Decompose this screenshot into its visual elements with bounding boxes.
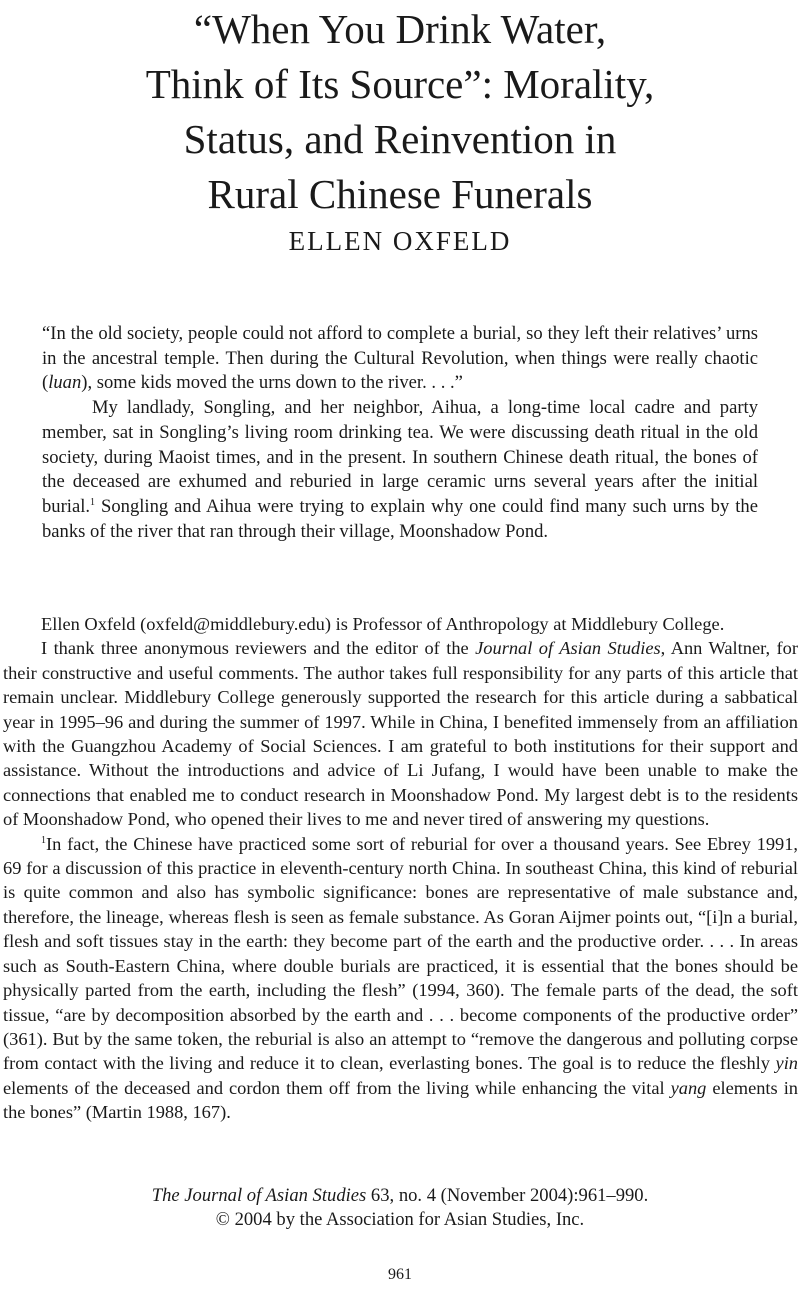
page-number: 961 bbox=[388, 1266, 412, 1283]
footnote-mark: 1 bbox=[41, 834, 46, 846]
article-body bbox=[42, 322, 758, 544]
footnotes bbox=[3, 612, 798, 1125]
author-affiliation-note: Ellen Oxfeld (oxfeld@middlebury.edu) is Professor of Anthropology at Middlebury College. bbox=[41, 614, 725, 634]
title-line-1: “When You Drink Water, bbox=[193, 6, 607, 52]
title-line-3: Status, and Reinvention in bbox=[183, 116, 617, 162]
article-author: ELLEN OXFELD bbox=[288, 226, 512, 256]
article-title bbox=[0, 2, 800, 222]
title-line-2: Think of Its Source”: Morality, bbox=[145, 61, 655, 107]
footnote-1: $^1$In fact, the Chinese have practiced some sort of reburial for over a thousand years. See Ebrey 1991, 69 for a discussion of this practice in eleventh-century north China. In southeast China, this kind of reburial is quite common and also has symbolic significance: bones are representative of male substance and, therefore, the lineage, whereas flesh is seen as female substance. As Goran Aijmer points out, “[i]n a burial, flesh and soft tissues stay in the earth: they become part of the earth and the productive order. . . . In areas such as South-Eastern China, where double burials are practiced, it is essential that the bones should be physically parted from the earth, including the flesh” (1994, 360). The female parts of the dead, the soft tissue, “are by decomposition absorbed by the earth and . . . become components of the productive order” (361). But by the same token, the reburial is also an attempt to “remove the dangerous and polluting corpse from contact with the living and reduce it to clean, everlasting bones. The goal is to reduce the fleshly yin elements of the deceased and cordon them off from the living while enhancing the vital yang elements in the bones” (Martin 1988, 167). bbox=[3, 833, 798, 1123]
copyright-line: © 2004 by the Association for Asian Studies, Inc. bbox=[215, 1209, 585, 1230]
body-paragraph-2: My landlady, Songling, and her neighbor, Aihua, a long-time local cadre and party member, sat in Songling’s living room drinking tea. We were discussing death ritual in the old society, during Maoist times, and in the present. In southern Chinese death ritual, the bones of the deceased are exhumed and reburied in large ceramic urns several years after the initial burial.$^1$ Songling and Aihua were trying to explain why one could find many such urns by the banks of the river that ran through their village, Moonshadow Pond. bbox=[42, 397, 758, 542]
body-paragraph-1: “In the old society, people could not afford to complete a burial, so they left their relatives’ urns in the ancestral temple. Then during the Cultural Revolution, when things were really chaotic (luan), some kids moved the urns down to the river. . . .” bbox=[42, 323, 758, 394]
journal-name: The Journal of Asian Studies bbox=[151, 1185, 367, 1206]
journal-citation bbox=[0, 1184, 800, 1232]
acknowledgments-note: I thank three anonymous reviewers and the editor of the Journal of Asian Studies, Ann Waltner, for their constructive and useful comments. The author takes full responsibility for any parts of this article that remain unclear. Middlebury College generously supported the research for this article during a sabbatical year in 1995–96 and during the summer of 1997. While in China, I benefited immensely from an affiliation with the Guangzhou Academy of Social Sciences. I am grateful to both institutions for their support and assistance. Without the introductions and advice of Li Jufang, I would have been unable to make the connections that enabled me to conduct research in Moonshadow Pond. My largest debt is to the residents of Moonshadow Pond, who opened their lives to me and never tired of answering my questions. bbox=[3, 638, 798, 830]
citation-line: The Journal of Asian Studies 63, no. 4 (November 2004):961–990. bbox=[151, 1185, 649, 1206]
footnote-reference: 1 bbox=[90, 496, 96, 508]
title-line-4: Rural Chinese Funerals bbox=[207, 171, 593, 217]
